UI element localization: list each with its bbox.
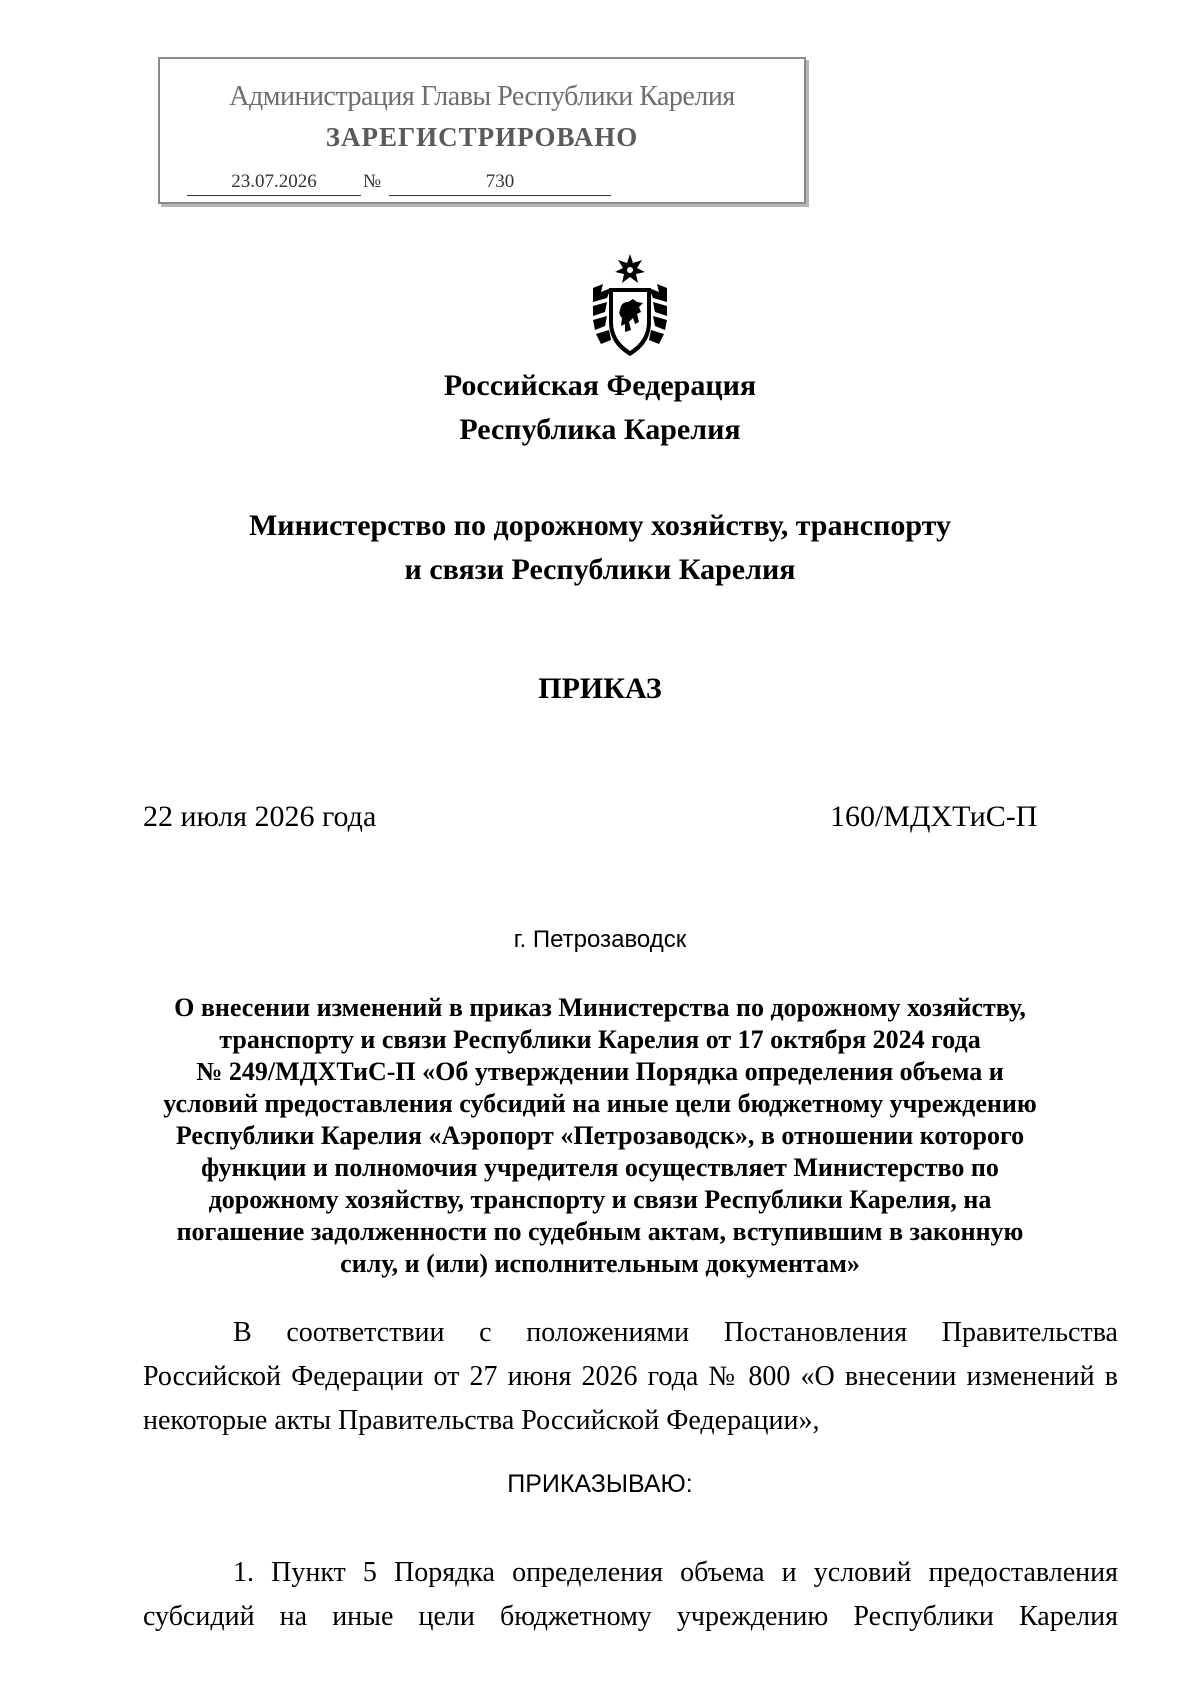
stamp-date: 23.07.2026 — [187, 171, 361, 196]
header-country: Российская Федерация — [443, 369, 757, 402]
order-word: ПРИКАЗЫВАЮ: — [507, 1470, 693, 1498]
stamp-administration: Администрация Главы Республики Карелия — [229, 81, 735, 112]
stamp-status: ЗАРЕГИСТРИРОВАНО — [325, 122, 639, 152]
document-number: 160/МДХТиС-П — [830, 800, 1038, 833]
subject-line: № 249/МДХТиС-П «Об утверждении Порядка определения объема и — [196, 1057, 1004, 1086]
document-subject — [140, 992, 1060, 1280]
document-date: 22 июля 2026 года — [143, 800, 377, 833]
subject-line: условий предоставления субсидий на иные цели бюджетному учреждению — [163, 1089, 1037, 1118]
karelia-coat-of-arms-icon — [587, 252, 673, 360]
subject-line: транспорту и связи Республики Карелия от 17 октября 2024 года — [219, 1025, 981, 1054]
header-ministry-line2: и связи Республики Карелия — [404, 553, 796, 586]
subject-line: функции и полномочия учредителя осуществляет Министерство по — [201, 1153, 999, 1182]
stamp-number: 730 — [389, 171, 611, 196]
subject-line: дорожному хозяйству, транспорту и связи Республики Карелия, на — [208, 1185, 992, 1214]
header-republic: Республика Карелия — [459, 413, 741, 446]
subject-line: погашение задолженности по судебным актам, вступившим в законную — [176, 1217, 1024, 1246]
stamp-number-sign: № — [363, 171, 382, 192]
item-1-line1: 1. Пункт 5 Порядка определения объема и условий предоставления — [233, 1557, 1118, 1588]
header-ministry-line1: Министерство по дорожному хозяйству, транспорту — [248, 509, 952, 542]
document-city: г. Петрозаводск — [513, 926, 687, 953]
item-1-line2: субсидий на иные цели бюджетному учреждению Республики Карелия — [143, 1601, 1118, 1632]
registration-stamp — [158, 57, 806, 204]
subject-line: Республики Карелия «Аэропорт «Петрозаводск», в отношении которого — [175, 1121, 1025, 1150]
document-type: ПРИКАЗ — [538, 672, 662, 705]
subject-line: О внесении изменений в приказ Министерства по дорожному хозяйству, — [174, 993, 1026, 1022]
preamble-paragraph: В соответствии с положениями Постановления Правительства Российской Федерации от 27 июня 2026 года № 800 «О внесении изменений в некоторые акты Правительства Российской Федерации», — [143, 1317, 1118, 1436]
subject-line: силу, и (или) исполнительным документам» — [340, 1249, 860, 1278]
